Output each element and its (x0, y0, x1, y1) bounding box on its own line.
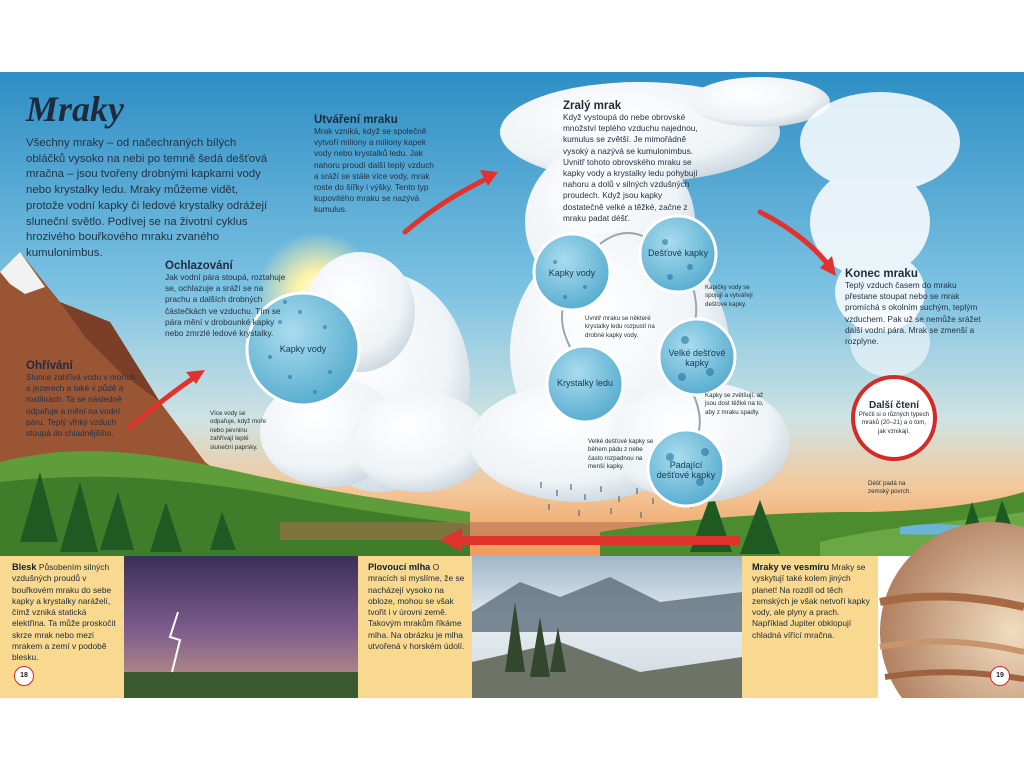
section-utvareni (314, 114, 434, 216)
note-dest-pada: Déšť padá na zemský povrch. (868, 480, 911, 496)
section-zraly (563, 100, 703, 224)
dalsi-cteni-text: Přečti si o různých typech mraků (20–21) a o tom, jak vznikají. (858, 411, 930, 435)
note-uvnitr: Uvnitř mraku se některé krystalky ledu rozpustí na drobné kapky vody. (585, 315, 655, 339)
vesmir-text: Mraky se vyskytují také kolem jiných planet! Na rozdíl od těch zemských je však netvoří kapky vody, ale plyny a prach. Například Jupiter obklopují chladná vířící mračna. (752, 562, 870, 640)
page-number-left: 18 (14, 666, 34, 686)
intro-text: Všechny mraky – od načechraných bílých obláčků vysoko na nebi po temně šedá dešťová mračna – jsou tvořeny drobnými kapkami vody nebo krystalky ledu. Mraky můžeme vidět, protože vodní kapky či ledové krystalky odrážejí sluneční světlo. Podívej se na životní cyklus hrozivého bouřkového mraku zvaného kumulonimbus. (26, 137, 268, 259)
circle-label-krystalky-ledu: Krystalky ledu (556, 378, 614, 388)
heading-ochlazovani: Ochlazování (165, 260, 233, 272)
book-spread (0, 72, 1024, 698)
mlha-heading: Plovoucí mlha (368, 562, 431, 572)
note-zvetsuji: Kapky se zvětšují, až jsou dost těžké na to, aby z mraku spadly. (705, 392, 764, 416)
section-ohrivani (26, 360, 136, 439)
heading-utvareni: Utváření mraku (314, 114, 398, 126)
blesk-text: Působením silných vzdušných proudů v bouřkovém mraku do sebe kapky a krystalky naráželí, čímž vzniká statická elektřina. Ta může proskočit skrze mrak nebo mezi mrakem a zemí v podobě blesku. (12, 562, 116, 663)
text-zraly: Když vystoupá do nebe obrovské množství teplého vzduchu najednou, kumulus se zvětší. Je mimořádně vysoký a nazývá se kumulonimbus. Uvnitř tohoto obrovského mraku se kapky vody a krystalky ledu pohybují nahoru a dolů v silných vzdušných proudech. Když jsou kapky dostatečně velké a těžké, začne z mraku padat déšť. (563, 112, 698, 223)
bottom-vesmir (752, 562, 874, 641)
mlha-text: O mracích si myslíme, že se nacházejí vysoko na obloze, mohou se však tvořit i v úrovni země. Takovým mrakům říkáme mlha. Na obrázku je mlha utvořená v horském údolí. (368, 562, 465, 652)
text-konec: Teplý vzduch časem do mraku přestane stoupat nebo se mrak promíchá s okolním suchým, teplým vzduchem. Pak už se nemůže srážet další vodní pára. Mrak se zmenší a rozplyne. (845, 280, 981, 347)
text-utvareni: Mrak vzniká, když se společně vytvoří miliony a miliony kapek vody nebo krystalků ledu. Jak nahoru proudí další teplý vzduch a sráží se stále více vody, mrak roste do šířky i výšky. Tento typ kupovitého mraku se nazývá kumulus. (314, 126, 434, 215)
page-number-right: 19 (990, 666, 1010, 686)
heading-konec: Konec mraku (845, 268, 918, 280)
text-ochlazovani: Jak vodní pára stoupá, roztahuje se, ochlazuje a sráží se na prachu a dalších drobných částečkách ve vzduchu. Tím se pára mění v drobounké kapky nebo zmrzlé ledové krystalky. (165, 272, 286, 339)
bottom-mlha (368, 562, 468, 652)
note-kapicky: Kapičky vody se spojují a vytvářejí dešťové kapky. (705, 284, 753, 308)
section-ochlazovani (165, 260, 289, 339)
circle-label-padajici: Padající dešťové kapky (656, 460, 716, 480)
note-vice-vody: Více vody se odpařuje, když moře nebo pevninu zahřívají teplé sluneční paprsky. (210, 410, 267, 451)
page-title: Mraky (26, 89, 124, 129)
blesk-heading: Blesk (12, 562, 37, 572)
circle-label-destove-kapky: Dešťové kapky (648, 248, 708, 258)
circle-label-kapky-vody-big: Kapky vody (279, 344, 327, 354)
text-ohrivani: Slunce zahřívá vodu v mořích a jezerech a také v půdě a rostlinách. Ta se následně odpařuje a mění na vodní páru. Teplý vlhký vzduch stoupá do chladnějšího. (26, 372, 136, 439)
note-velke-rozpad: Velké dešťové kapky se během pádu z nebe často rozpadnou na menší kapky. (588, 438, 654, 471)
circle-label-kapky-vody: Kapky vody (548, 268, 596, 278)
vesmir-heading: Mraky ve vesmíru (752, 562, 830, 572)
bottom-blesk (12, 562, 120, 664)
dalsi-cteni (858, 400, 930, 436)
section-konec (845, 268, 985, 347)
heading-ohrivani: Ohřívání (26, 360, 73, 372)
dalsi-cteni-heading: Další čtení (868, 400, 920, 411)
circle-label-velke-destove-kapky: Velké dešťové kapky (668, 348, 726, 368)
heading-zraly: Zralý mrak (563, 100, 622, 112)
